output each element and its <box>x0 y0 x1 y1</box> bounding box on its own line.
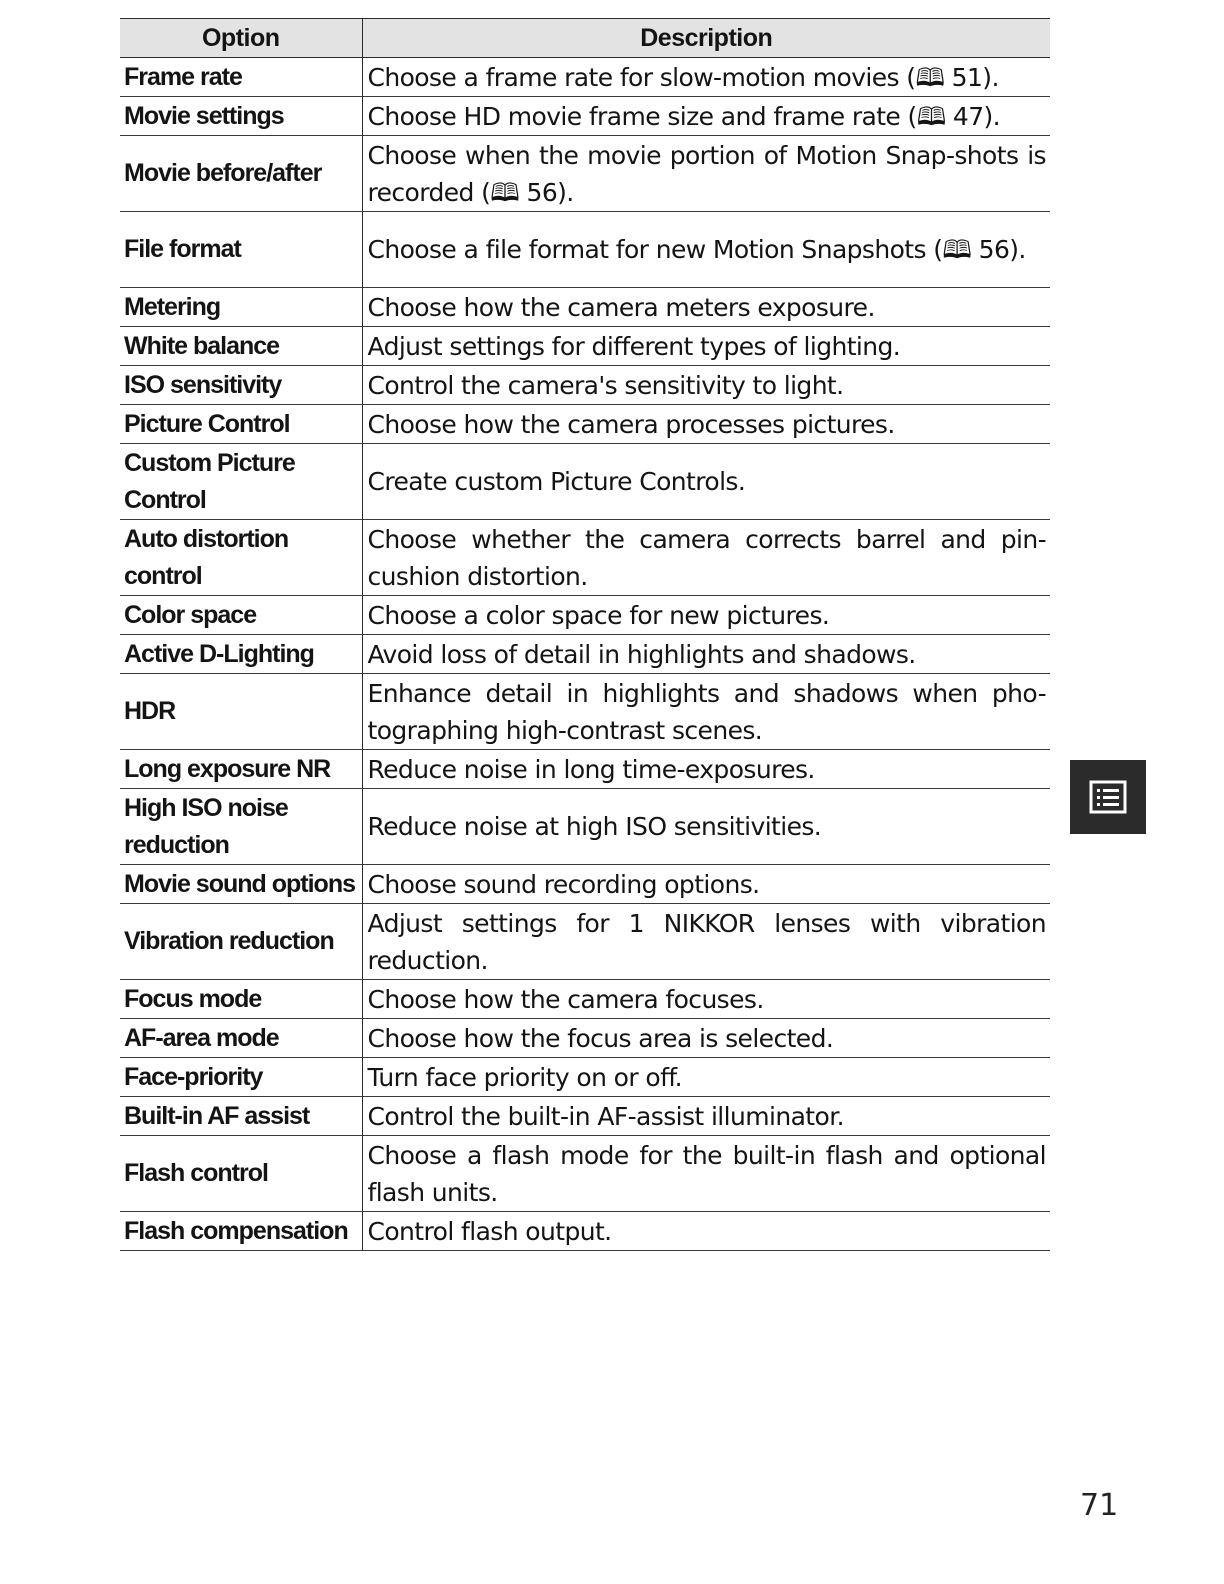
option-description: Choose when the movie portion of Motion Snap-shots is recorded (🕮 56). <box>362 136 1050 212</box>
option-name: White balance <box>120 327 362 366</box>
option-name: Face-priority <box>120 1058 362 1097</box>
table-row <box>120 520 1050 596</box>
table-row <box>120 596 1050 635</box>
option-name: Focus mode <box>120 980 362 1019</box>
option-name: Vibration reduction <box>120 904 362 980</box>
option-description: Choose how the camera processes pictures. <box>362 405 1050 444</box>
option-name: Flash control <box>120 1136 362 1212</box>
option-name: ISO sensitivity <box>120 366 362 405</box>
option-description: Choose how the camera focuses. <box>362 980 1050 1019</box>
option-name: Metering <box>120 288 362 327</box>
table-row <box>120 366 1050 405</box>
table-row <box>120 212 1050 288</box>
option-name: Movie sound options <box>120 865 362 904</box>
option-description: Control the built-in AF-assist illuminator. <box>362 1097 1050 1136</box>
option-description: Avoid loss of detail in highlights and shadows. <box>362 635 1050 674</box>
option-name: Picture Control <box>120 405 362 444</box>
table-row <box>120 789 1050 865</box>
table-row <box>120 405 1050 444</box>
table-row <box>120 904 1050 980</box>
table-row <box>120 1097 1050 1136</box>
option-description: Choose whether the camera corrects barrel and pin-cushion distortion. <box>362 520 1050 596</box>
option-description: Choose a color space for new pictures. <box>362 596 1050 635</box>
option-description: Create custom Picture Controls. <box>362 444 1050 520</box>
option-name: Frame rate <box>120 58 362 97</box>
option-description: Control flash output. <box>362 1212 1050 1251</box>
table-row <box>120 1019 1050 1058</box>
option-description: Choose how the camera meters exposure. <box>362 288 1050 327</box>
table-row <box>120 97 1050 136</box>
option-description: Reduce noise in long time-exposures. <box>362 750 1050 789</box>
table-row <box>120 980 1050 1019</box>
option-name: Movie before/after <box>120 136 362 212</box>
option-description: Adjust settings for 1 NIKKOR lenses with vibration reduction. <box>362 904 1050 980</box>
option-name: HDR <box>120 674 362 750</box>
option-description: Choose sound recording options. <box>362 865 1050 904</box>
option-name: Color space <box>120 596 362 635</box>
option-description: Enhance detail in highlights and shadows when pho-tographing high-contrast scenes. <box>362 674 1050 750</box>
table-row <box>120 1058 1050 1097</box>
option-name: Long exposure NR <box>120 750 362 789</box>
shooting-menu-tab <box>1070 760 1146 834</box>
option-name: High ISO noise reduction <box>120 789 362 865</box>
description-column-header: Description <box>362 19 1050 58</box>
table-row <box>120 288 1050 327</box>
table-row <box>120 750 1050 789</box>
option-description: Choose HD movie frame size and frame rate (🕮 47). <box>362 97 1050 136</box>
table-row <box>120 865 1050 904</box>
option-description: Turn face priority on or off. <box>362 1058 1050 1097</box>
option-description: Choose a frame rate for slow-motion movies (🕮 51). <box>362 58 1050 97</box>
table-row <box>120 444 1050 520</box>
table-row <box>120 1212 1050 1251</box>
option-name: Custom Picture Control <box>120 444 362 520</box>
option-description: Adjust settings for different types of lighting. <box>362 327 1050 366</box>
table-row <box>120 58 1050 97</box>
shooting-menu-icon <box>1088 779 1128 815</box>
option-name: Auto distortion control <box>120 520 362 596</box>
table-header-row <box>120 19 1050 58</box>
option-name: Flash compensation <box>120 1212 362 1251</box>
table-row <box>120 1136 1050 1212</box>
option-name: Movie settings <box>120 97 362 136</box>
option-name: AF-area mode <box>120 1019 362 1058</box>
option-description: Choose a flash mode for the built-in flash and optional flash units. <box>362 1136 1050 1212</box>
table-row <box>120 635 1050 674</box>
option-column-header: Option <box>120 19 362 58</box>
option-name: File format <box>120 212 362 288</box>
option-name: Built-in AF assist <box>120 1097 362 1136</box>
option-description: Choose how the focus area is selected. <box>362 1019 1050 1058</box>
option-description: Control the camera's sensitivity to light. <box>362 366 1050 405</box>
option-description: Choose a file format for new Motion Snapshots (🕮 56). <box>362 212 1050 288</box>
table-row <box>120 674 1050 750</box>
options-table <box>120 18 1050 1251</box>
page-number: 71 <box>1080 1488 1119 1523</box>
table-row <box>120 327 1050 366</box>
option-description: Reduce noise at high ISO sensitivities. <box>362 789 1050 865</box>
option-name: Active D-Lighting <box>120 635 362 674</box>
table-row <box>120 136 1050 212</box>
